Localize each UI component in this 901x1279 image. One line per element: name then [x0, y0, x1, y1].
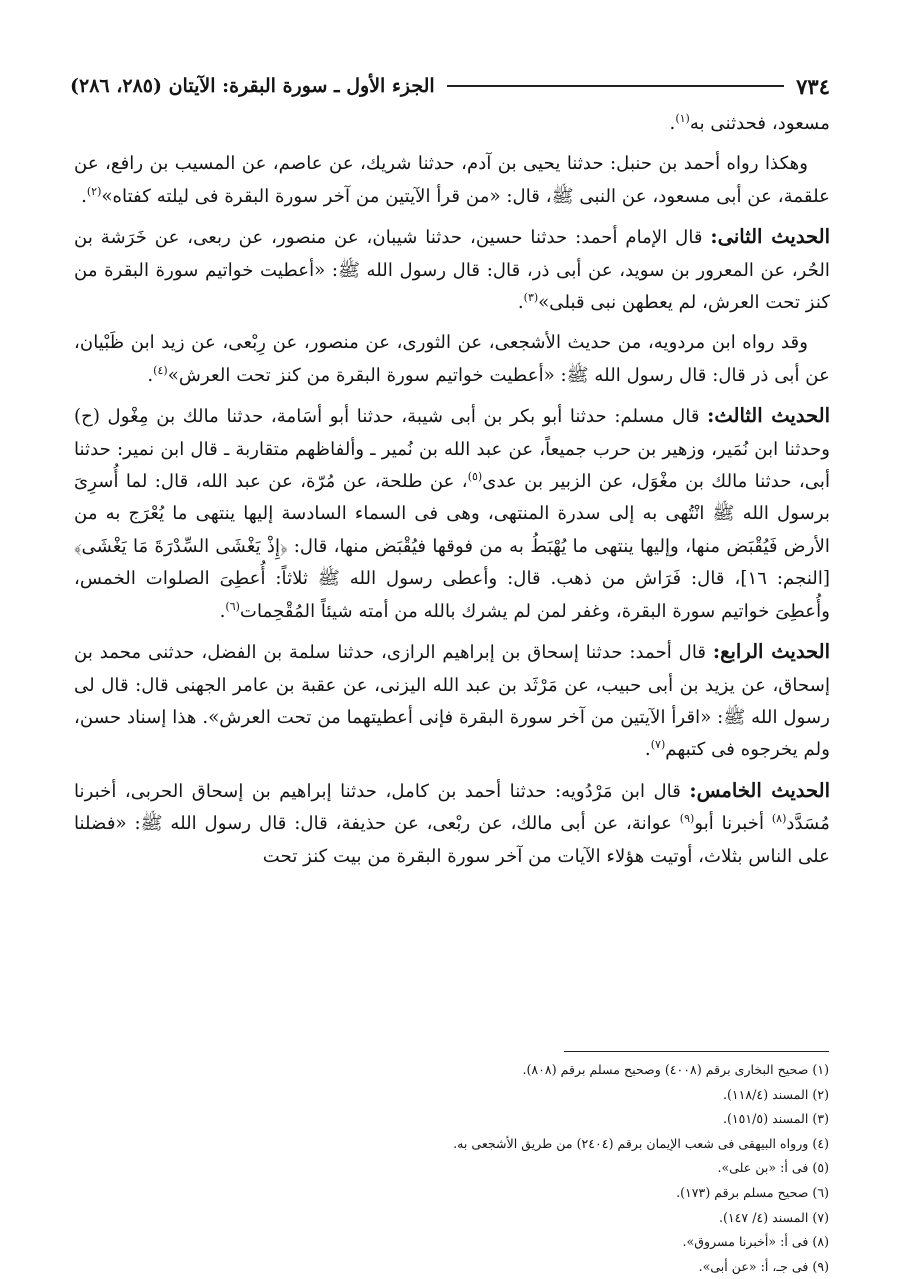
hadith-heading: الحديث الثالث:	[707, 404, 830, 428]
paragraph	[74, 108, 830, 140]
paragraph	[74, 636, 830, 767]
footnote-item: (٤) ورواه البيهقى فى شعب الإيمان برقم (٢٤٠٤) من طريق الأشجعى به.	[453, 1135, 829, 1151]
paragraph	[74, 775, 830, 873]
footnote-marker: (٦)	[225, 599, 240, 613]
text-run: قال أحمد: حدثنا إسحاق بن إبراهيم الرازى، حدثنا سلمة بن الفضل، حدثنى محمد بن إسحاق، عن يزيد بن أبى حبيب، عن مَرْثَد بن عبد الله اليزنى، عن عقبة بن عامر الجهنى قال: قال لى رسول الله ﷺ: «اقرأ الآيتين من آخر سورة البقرة فإنى أعطيتهما من تحت العرش». هذا إسناد حسن، ولم يخرجوه فى كتبهم	[74, 642, 830, 761]
footnote-marker: (١)	[675, 111, 690, 125]
paragraph	[74, 327, 830, 392]
main-text	[74, 108, 830, 873]
footnote-item: (٥) فى أ: «بن على».	[717, 1160, 829, 1176]
footnote-marker: (٨)	[771, 812, 787, 826]
text-run: .	[147, 364, 154, 386]
page-header	[70, 70, 830, 102]
text-run: .	[81, 185, 87, 207]
text-run: .	[517, 292, 524, 314]
text-run: عوانة، عن أبى مالك، عن ربْعى، عن حذيفة، قال: قال رسول الله ﷺ: «فضلنا على الناس بثلاث، أوتيت هؤلاء الآيات من آخر سورة البقرة من بيت كنز تحت	[74, 813, 830, 867]
paragraph	[74, 400, 830, 628]
hadith-heading: الحديث الرابع:	[712, 640, 831, 664]
paragraph	[74, 148, 830, 213]
footnote-item: (٦) صحيح مسلم برقم (١٧٣).	[676, 1184, 829, 1200]
text-run: وهكذا رواه أحمد بن حنبل: حدثنا يحيى بن آدم، حدثنا شريك، عن عاصم، عن المسيب بن رافع، عن علقمة، عن أبى مسعود، عن النبى ﷺ، قال: «من قرأ الآيتين من آخر سورة البقرة فى ليلته كفتاه»	[74, 153, 830, 207]
text-run: قال الإمام أحمد: حدثنا حسين، حدثنا شيبان، عن منصور، عن ربعى، عن خَرَشة بن الحُر، عن المعرور بن سويد، عن أبى ذر، قال: قال رسول الله ﷺ: «أعطيت خواتيم سورة البقرة من كنز تحت العرش، لم يعطهن نبى قبلى»	[74, 227, 830, 314]
page-number: ٧٣٤	[796, 73, 830, 99]
footnote-item: (٩) فى جـ، أ: «عن أبى».	[698, 1258, 829, 1274]
footnote-item: (٢) المسند (١١٨/٤).	[722, 1086, 829, 1102]
footnote-marker: (٩)	[679, 812, 695, 826]
footnote-item: (٣) المسند (١٥١/٥).	[722, 1111, 829, 1127]
header-rule	[447, 85, 784, 87]
paragraph	[74, 221, 830, 319]
footnote-marker: (٥)	[467, 470, 483, 483]
text-run: ، عن طلحة، عن مُرّة، عن عبد الله، قال: لما أُسرِىَ برسول الله ﷺ انْتُهى به إلى سدرة المنتهى، وهى فى السماء السادسة إليها ينتهى ما يُعْرَج به من الأرض فَيُقْبَض منها، وإليها ينتهى ما يُهْبَطُ به من فوقها فيُقْبَض منها، قال: ﴿إِذْ يَغْشَى السِّدْرَةَ مَا يَغْشَى﴾ [النجم: ١٦]، قال: فَرَاش من ذهب. قال: وأعطى رسول الله ﷺ ثلاثاً: أُعطِىَ الصلوات الخمس، وأُعطِىَ خواتيم سورة البقرة، وغفر لمن لم يشرك بالله من أمته شيئاً المُقْحِمات	[74, 471, 830, 622]
text-run: .	[644, 739, 651, 761]
text-run: .	[669, 113, 676, 134]
hadith-heading: الحديث الخامس:	[689, 778, 830, 802]
footnote-marker: (٤)	[153, 363, 168, 377]
footnote-marker: (٧)	[650, 738, 666, 752]
text-run: وقد رواه ابن مردويه، من حديث الأشجعى، عن الثورى، عن منصور، عن رِبْعى، عن زيد ابن ظَبْيان، عن أبى ذر قال: قال رسول الله ﷺ: «أعطيت خواتيم سورة البقرة من كنز تحت العرش»	[74, 332, 830, 386]
text-run: قال ابن مَرْدُويه: حدثنا أحمد بن كامل، حدثنا إبراهيم بن إسحاق الحربى، أخبرنا مُسَدَّد	[74, 780, 831, 835]
text-run: .	[219, 600, 226, 622]
text-run: مسعود، فحدثنى به	[689, 113, 830, 134]
footnote-marker: (٣)	[523, 290, 539, 304]
text-run: قال مسلم: حدثنا أبو بكر بن أبى شيبة، حدثنا أبو أسَامة، حدثنا مالك بن مِغْول (ح) وحدثنا ابن نُمَير، وزهير بن حرب جميعاً، عن عبد الله بن نُمير ـ وألفاظهم متقاربة ـ قال ابن نمير: حدثنا أبى، حدثنا مالك بن مغْوَل، عن الزبير بن عدى	[74, 406, 830, 493]
footnotes	[129, 1058, 829, 1279]
footnote-separator	[564, 1051, 829, 1052]
footnote-item: (٧) المسند (٤/ ١٤٧).	[718, 1209, 829, 1225]
text-run: أخبرنا أبو	[694, 813, 772, 835]
hadith-heading: الحديث الثانى:	[710, 225, 830, 249]
footnote-item: (٨) فى أ: «أخبرنا مسروق».	[682, 1234, 829, 1250]
footnote-marker: (٢)	[86, 184, 102, 198]
footnote-item: (١) صحيح البخارى برقم (٤٠٠٨) وصحيح مسلم برقم (٨٠٨).	[522, 1062, 829, 1077]
running-title: الجزء الأول ـ سورة البقرة: الآيتان (٢٨٥، ٢٨٦)	[70, 75, 435, 97]
